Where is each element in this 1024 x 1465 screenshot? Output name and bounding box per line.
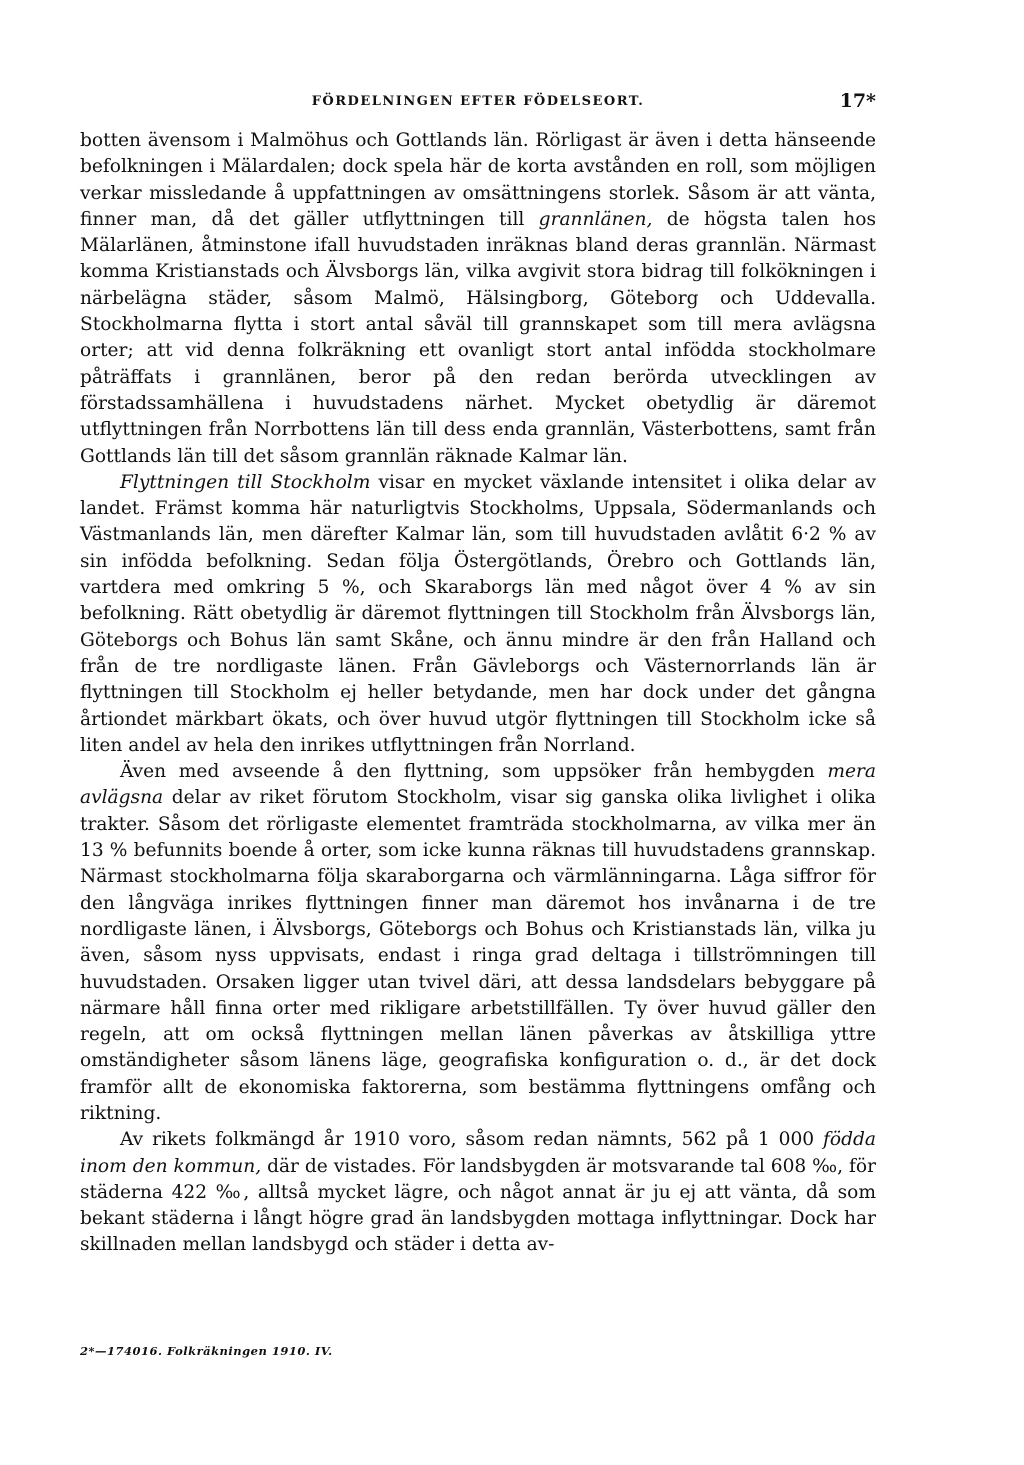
paragraph bbox=[80, 759, 876, 1127]
paragraph bbox=[80, 470, 876, 759]
paragraph bbox=[80, 1127, 876, 1258]
italic-text: födda inom den kommun, bbox=[80, 1129, 876, 1177]
header-title: FÖRDELNINGEN EFTER FÖDELSEORT. bbox=[311, 94, 645, 109]
body-text bbox=[80, 128, 876, 1259]
text-segment: Av rikets folkmängd år 1910 voro, såsom redan nämnts, 562 på 1 000 bbox=[120, 1129, 824, 1151]
text-segment: visar en mycket växlande intensitet i olika delar av landet. Främst komma här naturligtvis Stockholms, Uppsala, Södermanlands och Västmanlands län, men därefter Kalmar län, som till huvudstaden avlåtit 6·2 % av sin infödda befolkning. Sedan följa Östergötlands, Örebro och Gottlands län, vartdera med omkring 5 %, och Skaraborgs län med något över 4 % av sin befolkning. Rätt obetydlig är däremot flyttningen till Stockholm från Älvsborgs län, Göteborgs och Bohus län samt Skåne, och ännu mindre är den från Halland och från de tre nordligaste länen. Från Gävleborgs och Västernorrlands län är flyttningen till Stockholm ej heller betydande, men har dock under det gångna årtiondet märkbart ökats, och över huvud utgör flyttningen till Stockholm icke så liten andel av hela den inrikes utflyttningen från Norrland. bbox=[80, 471, 876, 756]
paragraph bbox=[80, 128, 876, 470]
italic-text: Flyttningen till Stockholm bbox=[120, 471, 371, 493]
text-segment: de högsta talen hos Mälarlänen, åtminstone ifall huvudstaden inräknas bland deras grannlän. Närmast komma Kristianstads och Älvsborgs län, vilka avgivit stora bidrag till folkökningen i närbelägna städer, såsom Malmö, Hälsingborg, Göteborg och Uddevalla. Stockholmarna flytta i stort antal såväl till grannskapet som till mera avlägsna orter; att vid denna folkräkning ett ovanligt stort antal infödda stockholmare påträffats i grannlänen, beror på den redan berörda utvecklingen av förstadssamhällena i huvudstadens närhet. Mycket obetydlig är däremot utflyttningen från Norrbottens län till dess enda grannlän, Västerbottens, samt från Gottlands län till det såsom grannlän räknade Kalmar län. bbox=[80, 208, 876, 467]
page bbox=[80, 88, 876, 1259]
italic-text: mera avlägsna bbox=[80, 761, 876, 809]
text-segment: botten ävensom i Malmöhus och Gottlands län. Rörligast är även i detta hänseende befolkningen i Mälardalen; dock spela här de korta avstånden en roll, som möjligen verkar missledande å uppfattningen av omsättningens storlek. Såsom är att vänta, finner man, då det gäller utflyttningen till bbox=[80, 130, 876, 230]
italic-text: grannlänen, bbox=[538, 208, 653, 230]
text-segment: Även med avseende å den flyttning, som uppsöker från hembygden bbox=[120, 761, 828, 783]
running-header bbox=[80, 88, 876, 120]
page-number: 17* bbox=[839, 90, 876, 112]
text-segment: delar av riket förutom Stockholm, visar sig ganska olika livlighet i olika trakter. Såsom det rörligaste elementet framträda stockholmarna, av vilka mer än 13 % befunnits boende å orter, som icke kunna räknas till huvudstadens grannskap. Närmast stockholmarna följa skaraborgarna och värmlänningarna. Låga siffror för den långväga inrikes flyttningen finner man däremot hos invånarna i de tre nordligaste länen, i Älvsborgs, Göteborgs och Bohus och Kristianstads län, vilka ju även, såsom nyss uppvisats, endast i ringa grad deltaga i tillströmningen till huvudstaden. Orsaken ligger utan tvivel däri, att dessa landsdelars bebyggare på närmare håll finna orter med rikligare arbetstillfällen. Ty över huvud gäller den regeln, att om också flyttningen mellan länen påverkas av åtskilliga yttre omständigheter såsom länens läge, geografiska konfiguration o. d., är det dock framför allt de ekonomiska faktorerna, som bestämma flyttningens omfång och riktning. bbox=[80, 787, 876, 1124]
text-segment: där de vistades. För landsbygden är motsvarande tal 608 ‰, för städerna 422 ‰, alltså mycket lägre, och något annat är ju ej att vänta, då som bekant städerna i långt högre grad än landsbygden mottaga inflyttningar. Dock har skillnaden mellan landsbygd och städer i detta av- bbox=[80, 1155, 876, 1256]
footer-signature: 2*—174016. Folkräkningen 1910. IV. bbox=[80, 1344, 333, 1358]
